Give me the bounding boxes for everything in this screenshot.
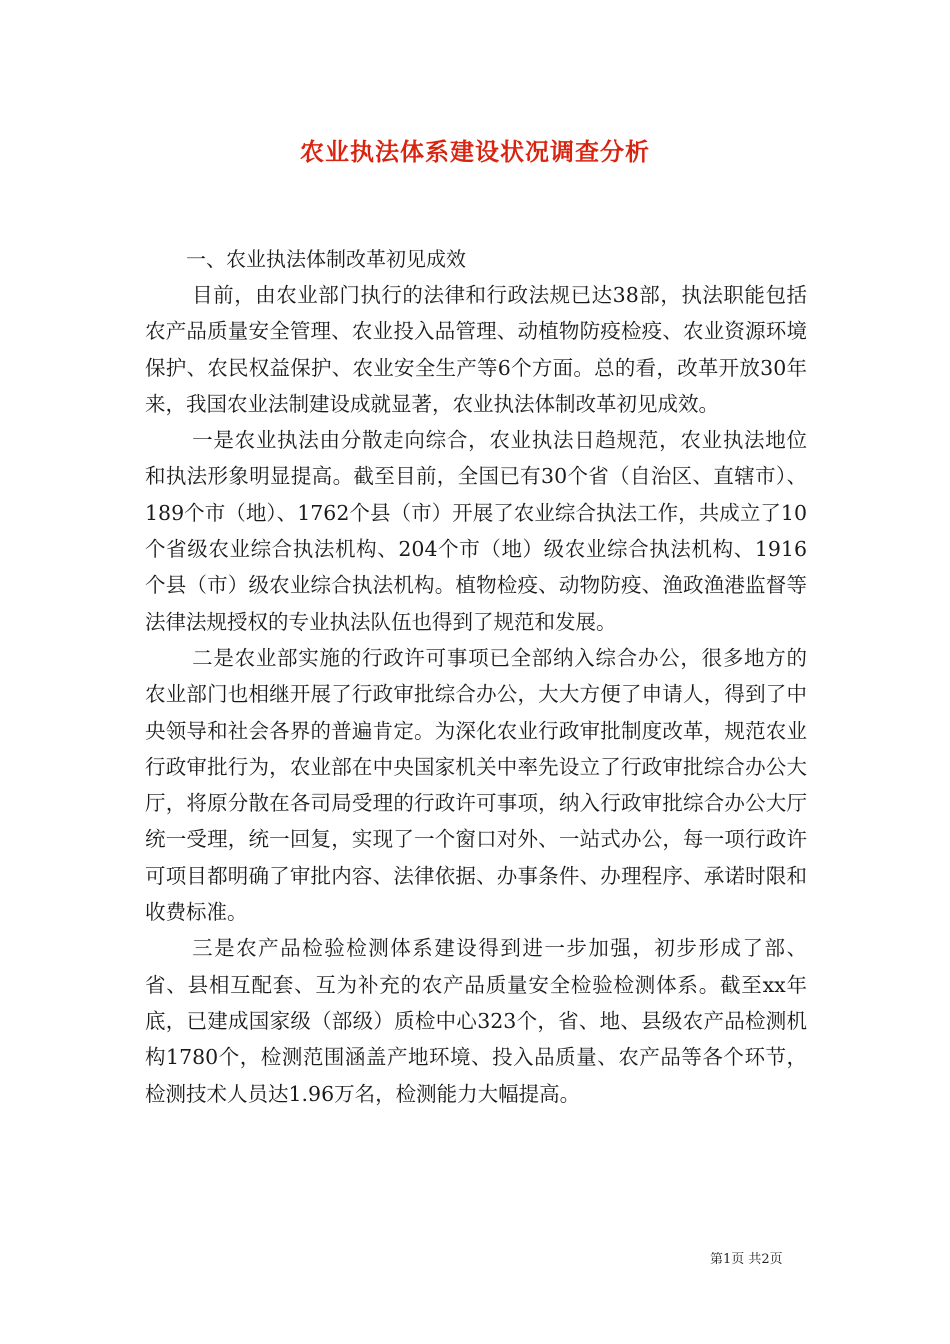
paragraph-point-one: 一是农业执法由分散走向综合，农业执法日趋规范，农业执法地位和执法形象明显提高。截至目前，全国已有30个省（自治区、直辖市）、189个市（地）、1762个县（市）开展了农业综合执法工作，共成立了10个省级农业综合执法机构、204个市（地）级农业综合执法机构、1916个县（市）级农业综合执法机构。植物检疫、动物防疫、渔政渔港监督等法律法规授权的专业执法队伍也得到了规范和发展。 (145, 428, 807, 634)
paragraph-overview: 目前，由农业部门执行的法律和行政法规已达38部，执法职能包括农产品质量安全管理、农业投入品管理、动植物防疫检疫、农业资源环境保护、农民权益保护、农业安全生产等6个方面。总的看，改革开放30年来，我国农业法制建设成就显著，农业执法体制改革初见成效。 (145, 283, 807, 416)
page-number-footer: 第1页 共2页 (710, 1252, 783, 1267)
document-body (145, 277, 807, 1112)
paragraph-point-three: 三是农产品检验检测体系建设得到进一步加强，初步形成了部、省、县相互配套、互为补充的农产品质量安全检验检测体系。截至xx年底，已建成国家级（部级）质检中心323个，省、地、县级农产品检测机构1780个，检测范围涵盖产地环境、投入品质量、农产品等各个环节，检测技术人员达1.96万名，检测能力大幅提高。 (145, 936, 807, 1106)
section-heading: 一、农业执法体制改革初见成效 (186, 247, 466, 271)
paragraph-point-two: 二是农业部实施的行政许可事项已全部纳入综合办公，很多地方的农业部门也相继开展了行政审批综合办公，大大方便了申请人，得到了中央领导和社会各界的普遍肯定。为深化农业行政审批制度改革，规范农业行政审批行为，农业部在中央国家机关中率先设立了行政审批综合办公大厅，将原分散在各司局受理的行政许可事项，纳入行政审批综合办公大厅统一受理，统一回复，实现了一个窗口对外、一站式办公，每一项行政许可项目都明确了审批内容、法律依据、办事条件、办理程序、承诺时限和收费标准。 (145, 645, 807, 925)
document-title: 农业执法体系建设状况调查分析 (300, 137, 650, 166)
